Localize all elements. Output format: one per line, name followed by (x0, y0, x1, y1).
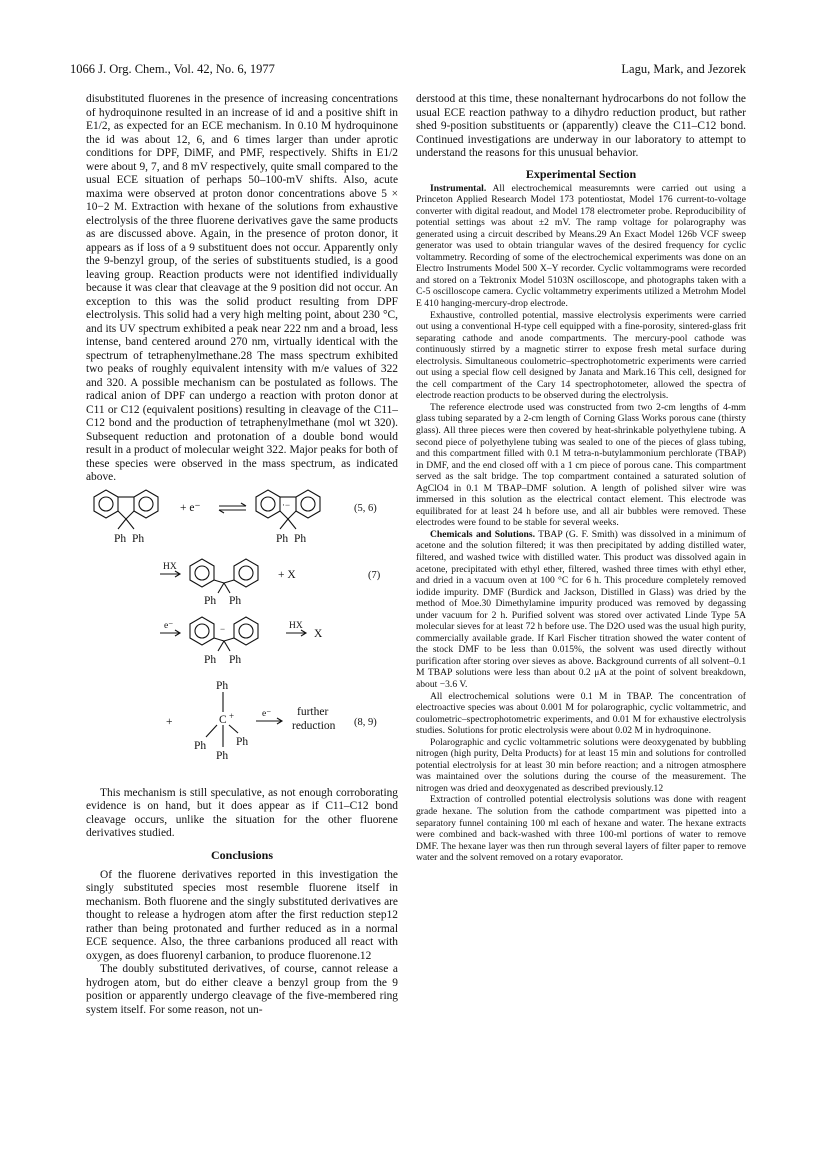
paragraph-conclusions-1: Of the fluorene derivatives reported in this investigation the singly substituted species most resemble fluorene itself in mechanism. Both fluorene and the singly substituted derivatives are thought to release a hydrogen atom after the first reduction step12 rather than being protonated and further reduced as in a normal ECE sequence. Also, the three carbanions produced all react with oxygen, as does fluorenyl carbanion, to produce fluorenone.12 (86, 868, 398, 962)
ph-label: Ph (204, 594, 217, 607)
paragraph-continued: disubstituted fluorenes in the presence of increasing concentrations of hydroquinone resulted in an increase of id and a positive shift in E1/2, as expected for an ECE mechanism. In 0.10 M hydroquinone the id was about 12, 6, and 6 times larger than under aprotic conditions for DPF, DiMF, and PMF, respectively. Shifts in E1/2 were about 9, 7, and 8 mV respectively, quite small compared to the usual ECE situation of perhaps 50–100-mV shifts. Also, acute maxima were observed at proton donor concentrations above 5 × 10−2 M. Extraction with hexane of the solutions from exhaustive electrolysis of the three fluorene derivatives gave the same products as are discussed above. Again, in the presence of proton donor, it appears as if loss of a 9 substituent does not occur. Apparently only the 9-benzyl group, of the series of substituents studied, is a good leaving group. Reaction products were not identified individually because it was clear that cleavage at the 9 position did not occur. An exception to this was the solid product resulting from DPF electrolysis. This solid had a very high melting point, about 230 °C, and its UV spectrum exhibited a peak near 222 nm and a broad, less intense, band centered around 270 nm, virtually identical with the spectrum of tetraphenylmethane.28 The mass spectrum exhibited two peaks of roughly equivalent intensity with m/e values of 322 and 320. A possible mechanism can be postulated as follows. The radical anion of DPF can undergo a reaction with proton donor at C11 or C12 (equivalent positions) resulting in cleavage of the C11–C12 bond and the production of tetraphenylmethane (mol wt 320). Subsequent reduction and protonation of a double bond would result in a product of molecular weight 322. Major peaks for both of these species were observed in the mass spectrum, as indicated above. (86, 93, 398, 483)
ph-label: Ph (194, 739, 207, 752)
reagent-hx: HX (163, 561, 177, 572)
equation-number: (5, 6) (354, 502, 377, 514)
radical-anion-mark: ·− (282, 499, 291, 510)
instrumental-text: All electrochemical measuremnts were carried out using a Princeton Applied Research Model 173 potentiostat, Model 176 current-to-voltage converter with digital readout, and Model 178 electrometer probe. Reproducibility of potential settings was about ±2 mV. The ramp voltage for polarography was generated using a circuit described by Means.29 An Exact Model 126b VCF sweep generator was used to obtain triangular waves of the desired frequency for cyclic voltammetry. Recording of some of the electrochemical experiments was done on an Electro Instruments Model 500 X–Y recorder. Cyclic voltammograms were recorded and stored on a Tektronix Model 5103N oscilloscope, and photographs taken with a C-5 oscilloscope camera. Cyclic voltammetry experiments utilized a Metrohm Model E 410 hanging-mercury-drop electrode. (416, 182, 746, 309)
reagent-hx: HX (289, 620, 303, 631)
ph-label: Ph (294, 532, 307, 545)
paragraph-conclusions-2: The doubly substituted derivatives, of course, cannot release a hydrogen atom, but do either cleave a benzyl group from the 9 position or apparently undergo cleavage of the five-membered ring system itself. For some reason, not un- (86, 963, 398, 1016)
authors-running-head: Lagu, Mark, and Jezorek (621, 62, 746, 76)
eq3-product-x: X (314, 627, 323, 640)
ph-label: Ph (216, 679, 229, 692)
reduction-label: reduction (292, 719, 336, 732)
equation-number: (8, 9) (354, 716, 377, 728)
left-column (86, 93, 398, 1123)
run-in-heading-chemicals: Chemicals and Solutions. (430, 528, 535, 540)
ph-label: Ph (204, 653, 217, 666)
section-heading-conclusions: Conclusions (210, 847, 274, 862)
section-heading-experimental: Experimental Section (525, 166, 637, 181)
reagent-electron: e⁻ (262, 708, 272, 719)
reagent-electron: e⁻ (164, 620, 174, 631)
central-carbon: C (219, 713, 227, 726)
paragraph-exhaustive: Exhaustive, controlled potential, massive electrolysis experiments were carried out using a conventional H-type cell equipped with a fine-porosity, sintered-glass frit separating cathode and anode compartments. The mercury-pool cathode was continuously stirred by a magnetic stirrer to expose fresh metal surface during electrolysis. Simultaneous coulometric–spectrophotometric experiments were carried out using a special flow cell designed by Janata and Mark.16 This cell, designed for the cell compartment of the Cary 14 spectrophotometer, allowed the spectra of electrode reaction products to be observed during the electrolysis. (416, 309, 746, 402)
paragraph-reference-electrode: The reference electrode used was constructed from two 2-cm lengths of 4-mm glass tubing separated by a 2-cm length of Corning Glass Works porous cane (thirsty glass). All three pieces were then covered by heat-shrinkable polyethylene tubing. A second piece of polyethylene tubing was sealed to one of the pieces of glass tubing, and this compartment filled with 0.1 M tetra-n-butylammonium perchlorate (TBAP) in DMF, and the end closed off with a 1 cm piece of porous cane. This compartment served as the salt bridge. The top compartment contained a saturated solution of AgClO4 in 0.1 M TBAP–DMF solution. A length of polished silver wire was immersed in this solution as the electrical contact element. This electrode was equilibrated for at least 24 h before use, and all air bubbles were removed. These electrodes were found to be stable for several weeks. (416, 401, 746, 529)
running-header (70, 62, 746, 78)
ph-label: Ph (132, 532, 145, 545)
ph-label: Ph (229, 653, 242, 666)
paragraph-instrumental (416, 183, 746, 310)
ph-label: Ph (114, 532, 127, 545)
further-label: further (297, 705, 329, 718)
paragraph-continued: derstood at this time, these nonalternant hydrocarbons do not follow the usual ECE reaction pathway to a dihydro reduction product, but rather shed 9-position substituents or (apparently) cleave the C11–C12 bond. Continued investigations are underway in our laboratory to attempt to understand the reasons for this unusual behavior. (416, 93, 746, 159)
journal-citation: 1066 J. Org. Chem., Vol. 42, No. 6, 1977 (70, 62, 275, 76)
paragraph-chemicals (416, 529, 746, 691)
chemicals-text: TBAP (G. F. Smith) was dissolved in a minimum of acetone and the solution filtered; it was then precipitated by adding distilled water, filtered, and washed twice with distilled water. This product was dissolved again in acetone, precipitated with ethyl ether, filtered, washed three times with ethyl ether, and dried in a vacuum oven at 100 °C for 6 h. This procedure completely removed iodide impurity. DMF (Burdick and Jackson, Distilled in Glass) was dried by the method of Moe.30 Dimethylamine impurity produced was removed by degassing under vacuum for 2 h. Purified solvent was stored over activated Linde Type 5A molecular sieves for at least 72 h before use. The D2O used was the usual high purity, commercially available grade. If Karl Fischer titration showed the water content of the stock DMF to be less than 0.015%, the solvent was used directly without purification after storing over sieves as above. Background currents of all solvent–0.1 M TBAP solutions were less than about 0.2 μA at the point of solvent breakdown, about −3.6 V. (416, 528, 746, 691)
paragraph-deoxygenation: Polarographic and cyclic voltammetric solutions were deoxygenated by bubbling nitrogen (high purity, Delta Products) for at least 15 min and solutions for controlled potential electrolysis for at least 30 min before reaction; and a nitrogen atmosphere was maintained over the solutions during the course of the measurement. The nitrogen was dried and deoxygenated as described previously.12 (416, 736, 746, 794)
eq1-plus-electron: + e⁻ (180, 501, 201, 514)
eq4-plus: + (166, 715, 173, 728)
eq2-plus-x: + X (278, 568, 296, 581)
equation-number: (7) (368, 569, 381, 581)
carbocation-mark: + (229, 710, 235, 721)
ph-label: Ph (236, 735, 249, 748)
reaction-scheme (86, 487, 398, 779)
ph-label: Ph (229, 594, 242, 607)
paragraph-solutions: All electrochemical solutions were 0.1 M in TBAP. The concentration of electroactive species was about 0.001 M for polarographic, cyclic voltammetric, and coulometric–spectrophotometric experiments, and 0.01 M for exhaustive electrolysis studies. Solutions for protic electrolysis were about 0.02 M in hydroquinone. (416, 690, 746, 737)
carbanion-mark: − (220, 623, 226, 634)
paragraph-extraction: Extraction of controlled potential electrolysis solutions was done with reagent grade hexane. The solution from the cathode compartment was pipetted into a separatory funnel containing 100 ml each of hexane and water. The hexane extracts were combined and back-washed with three 100-ml portions of water to remove DMF. The hexane layer was then run through several layers of filter paper to remove water and the solvent removed on a rotary evaporator. (416, 794, 746, 864)
right-column (416, 93, 746, 1123)
reaction-scheme-drawing (86, 487, 398, 779)
paragraph-mechanism: This mechanism is still speculative, as not enough corroborating evidence is on hand, but it does appear as if C11–C12 bond cleavage occurs, unlike the situation for the other fluorene derivatives studied. (86, 786, 398, 839)
run-in-heading-instrumental: Instrumental. (430, 182, 487, 194)
ph-label: Ph (276, 532, 289, 545)
ph-label: Ph (216, 749, 229, 762)
